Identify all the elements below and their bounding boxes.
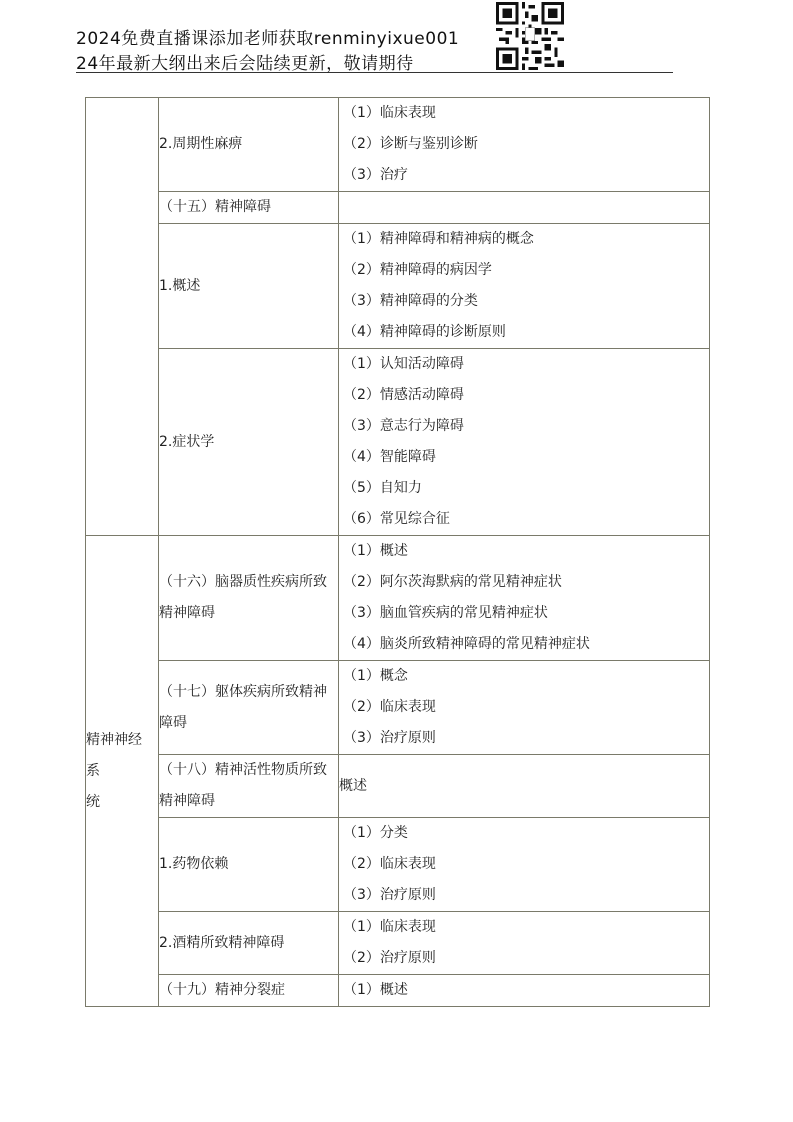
list-item: （1）临床表现 [343,919,436,935]
list-item: （1）认知活动障碍 [343,356,464,372]
list-item: （3）治疗原则 [343,730,436,746]
list-item: （5）自知力 [343,480,422,496]
topic-cell: （十五）精神障碍 [159,192,339,224]
table-row [86,661,710,755]
list-item: （3）精神障碍的分类 [343,293,478,309]
list-item: （2）临床表现 [343,699,436,715]
page-header [76,2,673,73]
list-item: （2）诊断与鉴别诊断 [343,136,478,152]
topic-cell: 1.药物依赖 [159,818,339,912]
table-row [86,818,710,912]
qr-code-icon [496,2,564,70]
topic-cell: 2.症状学 [159,349,339,536]
topic-cell: （十九）精神分裂症 [159,975,339,1007]
table-row [86,192,710,224]
table-row [86,975,710,1007]
list-item [339,192,709,223]
list-item: （1）精神障碍和精神病的概念 [343,231,534,247]
list-item: （2）阿尔茨海默病的常见精神症状 [343,574,562,590]
list-item: （4）精神障碍的诊断原则 [343,324,506,340]
list-item: （3）治疗 [343,167,408,183]
items-cell [339,224,710,349]
topic-cell: （十六）脑器质性疾病所致精神障碍 [159,536,339,661]
list-item: （2）情感活动障碍 [343,387,464,403]
list-item: （4）智能障碍 [343,449,436,465]
list-item: （1）临床表现 [343,105,436,121]
syllabus-table [85,97,710,1007]
list-item: （3）治疗原则 [343,887,436,903]
items-cell [339,192,710,224]
list-item: （2）临床表现 [343,856,436,872]
list-item: （6）常见综合征 [343,511,450,527]
table-row [86,224,710,349]
items-cell [339,536,710,661]
list-item: （1）概述 [343,543,408,559]
topic-cell: （十八）精神活性物质所致精神障碍 [159,755,339,818]
items-cell [339,975,710,1007]
list-item: （2）治疗原则 [343,950,436,966]
list-item: （4）脑炎所致精神障碍的常见精神症状 [343,636,590,652]
table-row [86,755,710,818]
list-item: （1）概述 [343,982,408,998]
system-label-cell [86,536,159,1007]
table-row [86,349,710,536]
list-item: （2）精神障碍的病因学 [343,262,492,278]
list-item: （3）意志行为障碍 [343,418,464,434]
items-cell [339,98,710,192]
header-line-1: 2024免费直播课添加老师获取renminyixue001 [76,29,460,49]
topic-cell: 2.酒精所致精神障碍 [159,912,339,975]
items-cell [339,912,710,975]
topic-cell: 2.周期性麻痹 [159,98,339,192]
items-cell [339,818,710,912]
topic-cell: 1.概述 [159,224,339,349]
list-item: （3）脑血管疾病的常见精神症状 [343,605,548,621]
topic-cell: （十七）躯体疾病所致精神障碍 [159,661,339,755]
system-label-line: 精神神经 [86,731,142,748]
system-label-line: 统 [86,793,100,810]
list-item: （1）分类 [343,825,408,841]
items-cell [339,755,710,818]
system-label-line: 系 [86,762,100,779]
table-row [86,912,710,975]
table-row [86,536,710,661]
list-item: 概述 [339,777,367,794]
items-cell [339,661,710,755]
header-line-2: 24年最新大纲出来后会陆续更新，敬请期待 [76,54,414,74]
system-cell-blank [86,98,159,536]
items-cell [339,349,710,536]
table-row [86,98,710,192]
list-item: （1）概念 [343,668,408,684]
